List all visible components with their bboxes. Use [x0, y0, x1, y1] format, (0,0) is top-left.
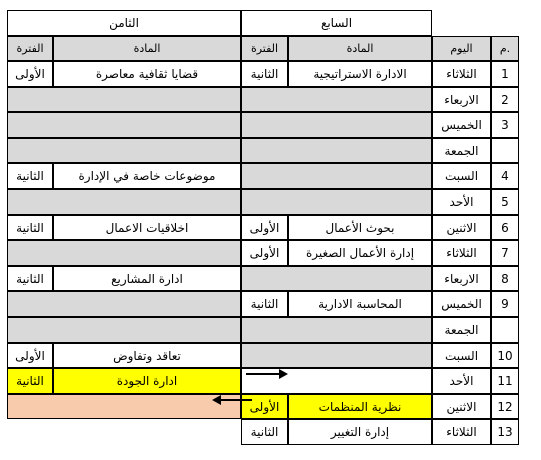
row-day: السبت — [432, 163, 491, 189]
week7-empty-cell — [241, 266, 432, 291]
week7-subject: إدارة التغيير — [288, 419, 432, 445]
week8-subject: موضوعات خاصة في الإدارة — [53, 163, 241, 189]
row-day: الجمعة — [432, 138, 491, 163]
week7-subject: الادارة الاستراتيجية — [288, 61, 432, 87]
row-day: الاربعاء — [432, 266, 491, 291]
week8-empty-cell — [7, 317, 241, 343]
week8-subject: ادارة المشاريع — [53, 266, 241, 291]
row-day: الاثنين — [432, 215, 491, 240]
row-day: الأحد — [432, 189, 491, 215]
week7-period: الأولى — [241, 240, 288, 266]
week8-subject: تعاقد وتفاوض — [53, 343, 241, 368]
week8-empty-cell — [7, 87, 241, 112]
row-number: 9 — [491, 291, 519, 317]
week8-subject: اخلاقيات الاعمال — [53, 215, 241, 240]
row-day: الاثنين — [432, 394, 491, 419]
week8-period: الأولى — [7, 343, 53, 368]
week7-subject: بحوث الأعمال — [288, 215, 432, 240]
row-number: 3 — [491, 112, 519, 138]
row-number: 13 — [491, 419, 519, 445]
header-day: اليوم — [432, 36, 491, 61]
week8-period: الثانية — [7, 215, 53, 240]
row-day: الخميس — [432, 291, 491, 317]
row-number: 10 — [491, 343, 519, 368]
row-day: الجمعة — [432, 317, 491, 343]
week8-subject: ادارة الجودة — [53, 368, 241, 394]
week7-empty-cell — [241, 343, 432, 368]
week8-empty-cell — [7, 394, 241, 419]
week8-group-header: الثامن — [7, 10, 241, 36]
week7-empty-cell — [241, 163, 432, 189]
row-number: 11 — [491, 368, 519, 394]
row-number: 6 — [491, 215, 519, 240]
week7-empty-cell — [241, 138, 432, 163]
week7-period: الأولى — [241, 394, 288, 419]
header-no: م. — [491, 36, 519, 61]
header-subject-7: المادة — [288, 36, 432, 61]
week8-period: الثانية — [7, 163, 53, 189]
week7-period: الثانية — [241, 291, 288, 317]
row-number: 5 — [491, 189, 519, 215]
header-subject-8: المادة — [53, 36, 241, 61]
week8-empty-cell — [7, 291, 241, 317]
week7-empty-cell — [241, 317, 432, 343]
row-number: 8 — [491, 266, 519, 291]
row-day: الثلاثاء — [432, 419, 491, 445]
header-period-7: الفترة — [241, 36, 288, 61]
week8-subject: قضايا ثقافية معاصرة — [53, 61, 241, 87]
header-spacer — [432, 10, 519, 36]
week8-empty-cell — [7, 189, 241, 215]
week7-group-header: السابع — [241, 10, 432, 36]
row-number: 1 — [491, 61, 519, 87]
week8-period: الأولى — [7, 61, 53, 87]
row-day: السبت — [432, 343, 491, 368]
week7-subject: إدارة الأعمال الصغيرة — [288, 240, 432, 266]
row-number — [491, 138, 519, 163]
week8-empty-cell — [7, 419, 241, 445]
week8-empty-cell — [7, 112, 241, 138]
arrow-left-icon — [212, 394, 252, 406]
row-number: 2 — [491, 87, 519, 112]
week7-empty-cell — [241, 112, 432, 138]
week7-period: الأولى — [241, 215, 288, 240]
row-day: الثلاثاء — [432, 61, 491, 87]
week7-subject: نظرية المنظمات — [288, 394, 432, 419]
week7-empty-cell — [241, 87, 432, 112]
week7-empty-cell — [241, 189, 432, 215]
week7-period: الثانية — [241, 419, 288, 445]
row-day: الخميس — [432, 112, 491, 138]
row-day: الاربعاء — [432, 87, 491, 112]
week7-period: الثانية — [241, 61, 288, 87]
row-day: الأحد — [432, 368, 491, 394]
row-day: الثلاثاء — [432, 240, 491, 266]
row-number — [491, 317, 519, 343]
row-number: 4 — [491, 163, 519, 189]
week8-empty-cell — [7, 240, 241, 266]
week8-period: الثانية — [7, 266, 53, 291]
row-number: 7 — [491, 240, 519, 266]
week8-empty-cell — [7, 138, 241, 163]
week7-subject: المحاسبة الادارية — [288, 291, 432, 317]
header-period-8: الفترة — [7, 36, 53, 61]
week8-period: الثانية — [7, 368, 53, 394]
arrow-right-icon — [246, 368, 288, 380]
row-number: 12 — [491, 394, 519, 419]
